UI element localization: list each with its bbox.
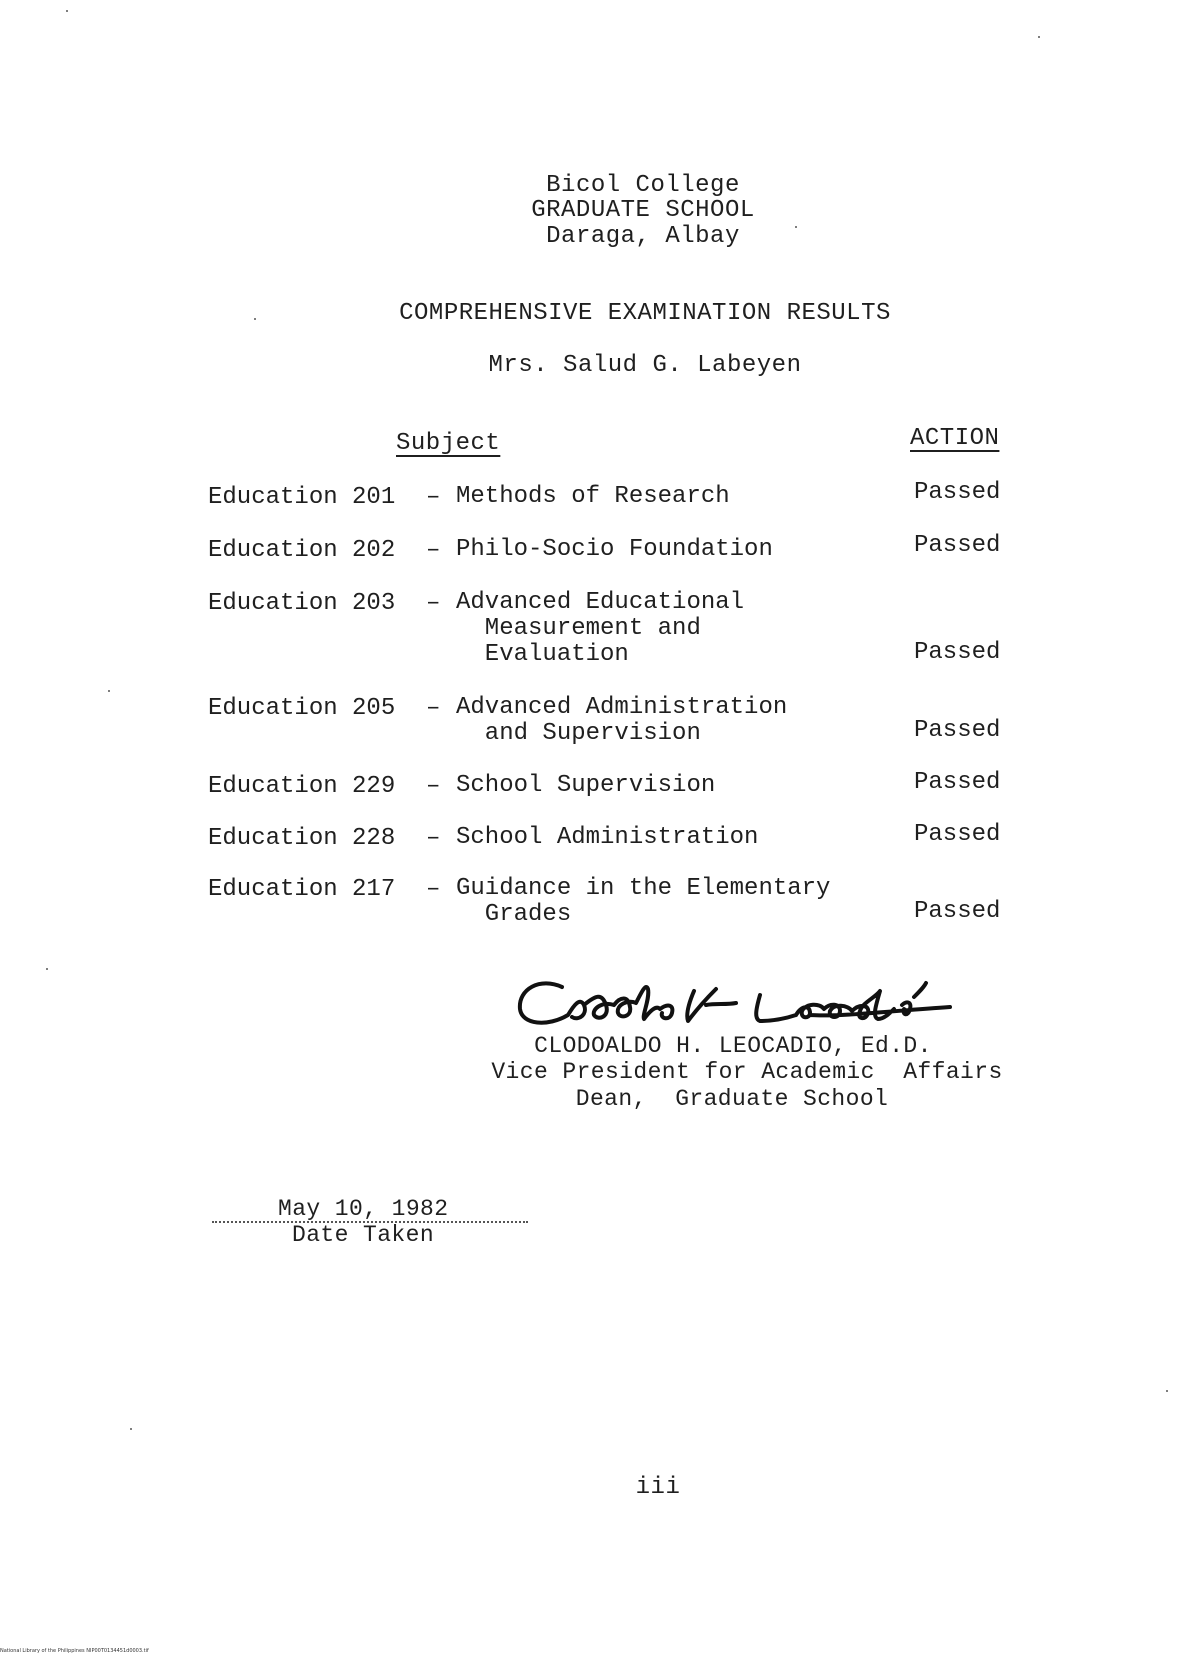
course-action: Passed [914, 821, 1001, 848]
scan-speck [66, 10, 68, 12]
subject-column-header: Subject [396, 430, 501, 457]
action-column-header: ACTION [910, 425, 1000, 452]
course-action: Passed [914, 479, 1001, 506]
separator-dash: – [426, 876, 441, 903]
scan-speck [795, 226, 797, 228]
course-code: Education 217 [208, 876, 396, 903]
course-subject: School Supervision [456, 772, 716, 799]
separator-dash: – [426, 695, 441, 722]
scan-speck [254, 318, 256, 320]
scan-speck [1038, 36, 1040, 38]
signature-image [510, 975, 970, 1035]
course-code: Education 202 [208, 537, 396, 564]
date-label: Date Taken [292, 1222, 435, 1248]
separator-dash: – [426, 590, 441, 617]
course-subject: Advanced Administration and Supervision [456, 694, 788, 747]
document-title: COMPREHENSIVE EXAMINATION RESULTS [399, 300, 891, 327]
course-subject: Philo-Socio Foundation [456, 536, 773, 563]
course-subject: Advanced Educational Measurement and Evaluation [456, 589, 745, 668]
signatory-position: Dean, Graduate School [575, 1086, 889, 1112]
date-value: May 10, 1982 [278, 1196, 449, 1222]
course-code: Education 205 [208, 695, 396, 722]
scan-speck [46, 968, 48, 970]
separator-dash: – [426, 484, 441, 511]
school-name: GRADUATE SCHOOL [531, 197, 755, 224]
course-action: Passed [914, 717, 1001, 744]
signatory-title: Vice President for Academic Affairs [491, 1059, 1003, 1085]
course-action: Passed [914, 769, 1001, 796]
course-action: Passed [914, 639, 1001, 666]
page-number: iii [635, 1474, 681, 1501]
course-action: Passed [914, 898, 1001, 925]
course-code: Education 229 [208, 773, 396, 800]
scan-footer: National Library of the Philippines NIP00T0134451d0003.tif [0, 1648, 149, 1654]
candidate-name: Mrs. Salud G. Labeyen [488, 352, 802, 379]
course-action: Passed [914, 532, 1001, 559]
school-location: Daraga, Albay [546, 223, 740, 250]
separator-dash: – [426, 537, 441, 564]
course-code: Education 203 [208, 590, 396, 617]
institution-name: Bicol College [546, 172, 740, 199]
course-subject: Methods of Research [456, 483, 730, 510]
course-code: Education 201 [208, 484, 396, 511]
scan-speck [130, 1428, 132, 1430]
signatory-name: CLODOALDO H. LEOCADIO, Ed.D. [534, 1033, 932, 1059]
scan-speck [1166, 1390, 1168, 1392]
course-code: Education 228 [208, 825, 396, 852]
separator-dash: – [426, 825, 441, 852]
course-subject: School Administration [456, 824, 759, 851]
separator-dash: – [426, 773, 441, 800]
scan-speck [108, 690, 110, 692]
course-subject: Guidance in the Elementary Grades [456, 875, 831, 928]
